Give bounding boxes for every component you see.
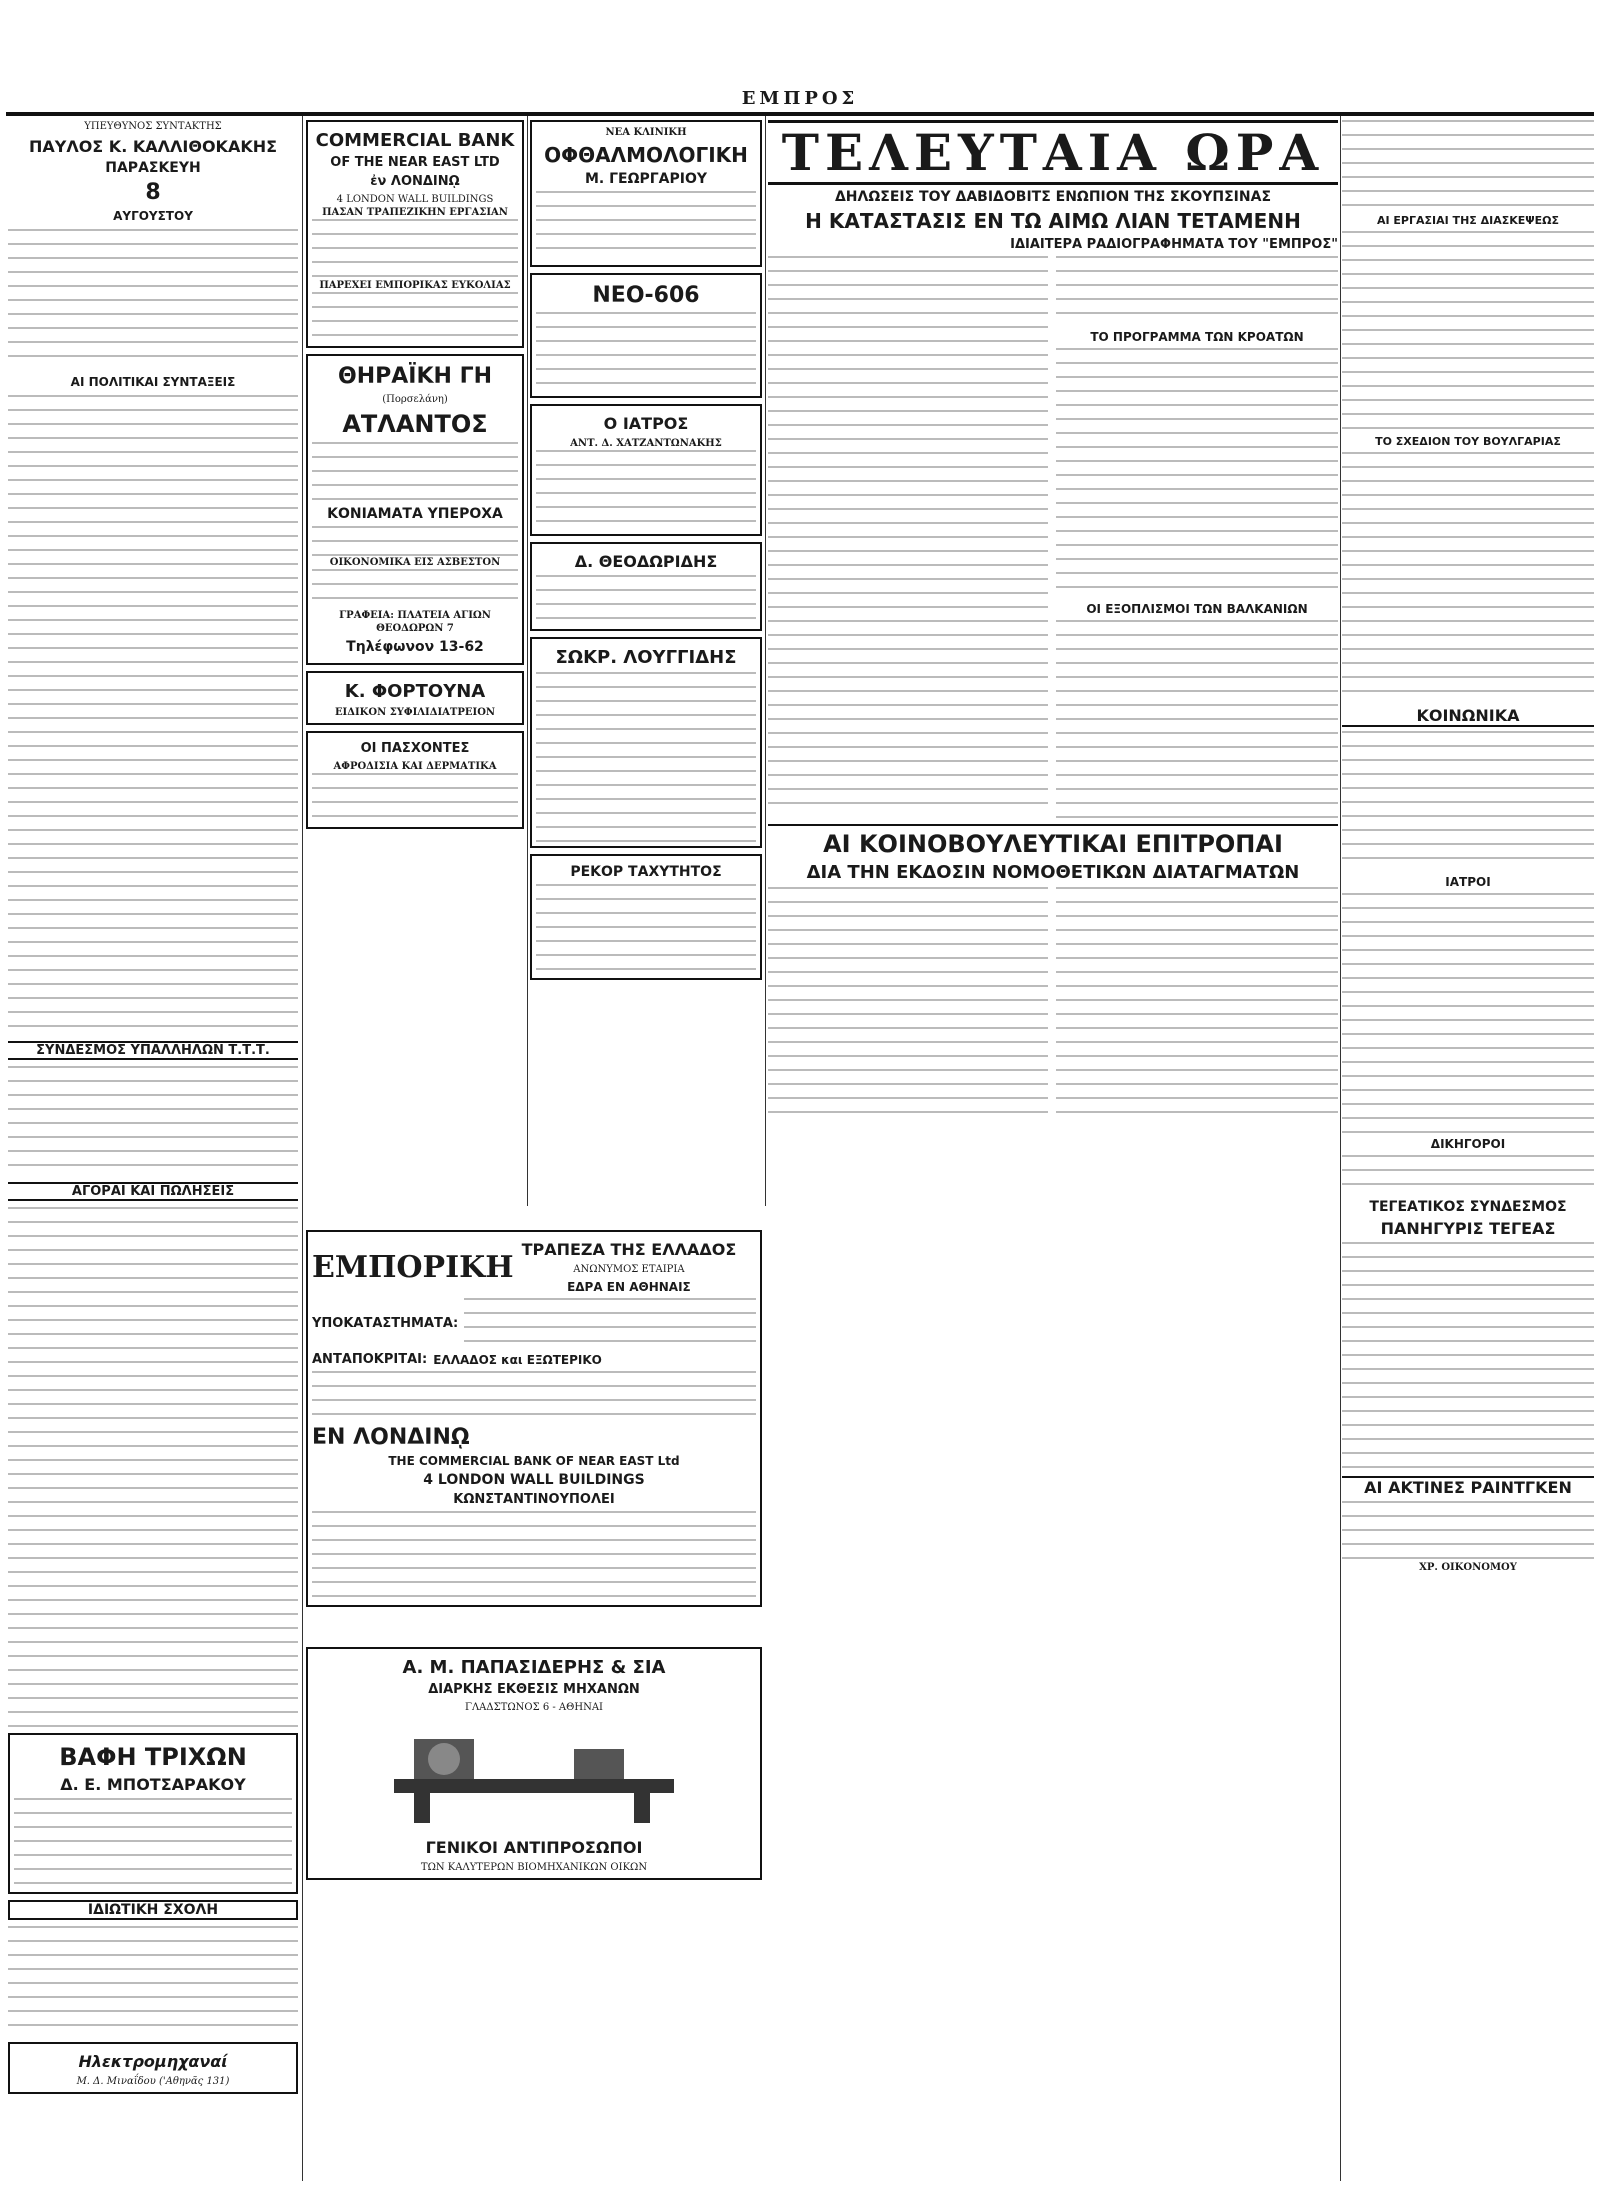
ad-title: ΒΑΦΗ ΤΡΙΧΩΝ (59, 1743, 247, 1771)
london-address: 4 LONDON WALL BUILDINGS (423, 1472, 645, 1488)
iatros-title: Ο ΙΑΤΡΟΣ (603, 414, 689, 433)
theodoridis-title: Δ. ΘΕΟΔΩΡΙΔΗΣ (574, 552, 718, 571)
bank-line: ΠΑΣΑΝ ΤΡΑΠΕΖΙΚΗΝ ΕΡΓΑΣΙΑΝ (322, 207, 508, 218)
section-croats: ΤΟ ΠΡΟΓΡΑΜΜΑ ΤΩΝ ΚΡΟΑΤΩΝ (1090, 330, 1304, 344)
article-text (1342, 1155, 1594, 1195)
thiraiki-ad (306, 354, 524, 665)
section-heading: ΑΙ ΠΟΛΙΤΙΚΑΙ ΣΥΝΤΑΞΕΙΣ (70, 375, 236, 389)
bank-address: 4 LONDON WALL BUILDINGS (336, 194, 494, 205)
constantinople: ΚΩΝΣΤΑΝΤΙΝΟΥΠΟΛΕΙ (453, 1492, 615, 1507)
papasideris-title: Α. Μ. ΠΑΠΑΣΙΔΕΡΗΣ & ΣΙΑ (402, 1657, 666, 1678)
koniamata: ΚΟΝΙΑΜΑΤΑ ΥΠΕΡΟΧΑ (327, 506, 503, 522)
article-text (1056, 620, 1338, 820)
tegea-title: ΤΕΓΕΑΤΙΚΟΣ ΣΥΝΔΕΣΜΟΣ (1369, 1199, 1567, 1215)
theodoridis-ad (530, 542, 762, 631)
lathe-icon (374, 1719, 694, 1829)
ad-text (312, 1511, 756, 1601)
masthead: ΕΜΠΡΟΣ (741, 88, 859, 109)
correspondents-label: ΑΝΤΑΠΟΚΡΙΤΑΙ: (312, 1352, 428, 1367)
article-text (1342, 452, 1594, 702)
headline-sub1: ΔΗΛΩΣΕΙΣ ΤΟΥ ΔΑΒΙΔΟΒΙΤΣ ΕΝΩΠΙΟΝ ΤΗΣ ΣΚΟΥΠΣΙΝΑΣ (834, 189, 1272, 205)
neo606-ad (530, 273, 762, 398)
ad-text (312, 773, 518, 823)
emporiki-bank-ad (306, 1230, 762, 1607)
issue-month: ΑΥΓΟΥΣΤΟΥ (113, 209, 193, 223)
ad-text (536, 672, 756, 842)
column-rule (1340, 116, 1341, 2181)
thiraiki-title: ΘΗΡΑΪΚΗ ΓΗ (338, 364, 492, 389)
branches-list (464, 1298, 756, 1348)
rekor-ad (530, 854, 762, 980)
ads-column-3 (530, 120, 762, 1210)
oikonomika: ΟΙΚΟΝΟΜΙΚΑ ΕΙΣ ΑΣΒΕΣΤΟΝ (329, 557, 501, 568)
article-text (768, 887, 1048, 1117)
main-headline: ΤΕΛΕΥΤΑΙΑ ΩΡΑ (768, 120, 1338, 185)
ad-text (536, 884, 756, 974)
bank-city: ἐν ΛΟΝΔΙΝῼ (370, 174, 460, 189)
papasideris-bottom: ΓΕΝΙΚΟΙ ΑΝΤΙΠΡΟΣΩΠΟΙ (425, 1838, 643, 1857)
atlas-title: ΑΤΛΑΝΤΟΣ (342, 410, 488, 438)
column-rule (765, 116, 766, 1206)
school-ad-text (8, 1926, 298, 2036)
bottom-ad-title: Ηλεκτρομηχαναί (78, 2052, 228, 2071)
rekor-title: ΡΕΚΟΡ ΤΑΧΥΤΗΤΟΣ (570, 864, 722, 880)
bottom-ad-sub: Μ. Δ. Μιναΐδου ('Αθηνᾶς 131) (76, 2076, 230, 2087)
bank-line2: ΠΑΡΕΧΕΙ ΕΜΠΟΡΙΚΑΣ ΕΥΚΟΛΙΑΣ (319, 280, 511, 291)
dikigoroi-heading: ΔΙΚΗΓΟΡΟΙ (1430, 1137, 1506, 1151)
article-text (1342, 1501, 1594, 1561)
grafeia: ΓΡΑΦΕΙΑ: ΠΛΑΤΕΙΑ ΑΓΙΩΝ ΘΕΟΔΩΡΩΝ 7 (339, 610, 491, 634)
fortouna-ad (306, 671, 524, 725)
right-column (1342, 120, 1594, 2180)
hair-dye-ad (8, 1733, 298, 1894)
bank-title: COMMERCIAL BANK (315, 130, 515, 151)
body-text-block (8, 1066, 298, 1176)
trapeza-sub: ΑΝΩΝΥΜΟΣ ΕΤΑΙΡΙΑ (573, 1264, 685, 1275)
committees-title: ΑΙ ΚΟΙΝΟΒΟΥΛΕΥΤΙΚΑΙ ΕΠΙΤΡΟΠΑΙ (768, 824, 1338, 858)
classifieds-block (8, 1207, 298, 1727)
xray-title: ΑΙ ΑΚΤΙΝΕΣ ΡΑΙΝΤΓΚΕΝ (1342, 1476, 1594, 1497)
paschontes-sub: ΑΦΡΟΔΙΣΙΑ ΚΑΙ ΔΕΡΜΑΤΙΚΑ (333, 761, 497, 772)
ad-text (536, 191, 756, 261)
clinic-ad (530, 120, 762, 267)
xray-signature: ΧΡ. ΟΙΚΟΝΟΜΟΥ (1419, 1562, 1517, 1573)
body-text-block (8, 229, 298, 369)
publisher-label: ΥΠΕΥΘΥΝΟΣ ΣΥΝΤΑΚΤΗΣ (84, 121, 222, 132)
school-ad-title: ΙΔΙΩΤΙΚΗ ΣΧΟΛΗ (8, 1900, 298, 1920)
section-talks: ΑΙ ΕΡΓΑΣΙΑΙ ΤΗΣ ΔΙΑΣΚΕΨΕΩΣ (1376, 214, 1560, 227)
main-news-column (768, 120, 1338, 2180)
loungidis-ad (530, 637, 762, 848)
iatroi-heading: ΙΑΤΡΟΙ (1445, 875, 1491, 889)
iatros-ad (530, 404, 762, 536)
bank-text (312, 219, 518, 279)
bottom-ad (8, 2042, 298, 2094)
ad-text (312, 1371, 756, 1421)
ad-text (536, 312, 756, 392)
phone: Τηλέφωνον 13-62 (346, 639, 484, 655)
article-text (1056, 348, 1338, 598)
headline-sub2: Η ΚΑΤΑΣΤΑΣΙΣ ΕΝ ΤΩ ΑΙΜΩ ΛΙΑΝ ΤΕΤΑΜΕΝΗ (805, 209, 1301, 233)
column-rule (527, 116, 528, 1206)
article-text (1342, 120, 1594, 210)
bank-text (312, 292, 518, 342)
article-text (1342, 893, 1594, 1133)
section-bulgaria: ΤΟ ΣΧΕΔΙΟΝ ΤΟΥ ΒΟΥΛΓΑΡΙΑΣ (1375, 435, 1561, 448)
ad-text (312, 569, 518, 609)
branches-label: ΥΠΟΚΑΤΑΣΤΗΜΑΤΑ: (312, 1315, 459, 1331)
article-text (1342, 1242, 1594, 1472)
machine-illustration (312, 1714, 756, 1834)
papasideris-address: ΓΛΑΔΣΤΩΝΟΣ 6 - ΑΘΗΝΑΙ (465, 1702, 603, 1713)
headline-sub3: ΙΔΙΑΙΤΕΡΑ ΡΑΔΙΟΓΡΑΦΗΜΑΤΑ ΤΟΥ "ΕΜΠΡΟΣ" (1010, 237, 1338, 252)
issue-date: 8 (145, 180, 161, 205)
committees-sub: ΔΙΑ ΤΗΝ ΕΚΔΟΣΙΝ ΝΟΜΟΘΕΤΙΚΩΝ ΔΙΑΤΑΓΜΑΤΩΝ (806, 862, 1300, 883)
london-label: ΕΝ ΛΟΝΔΙΝῼ (312, 1425, 470, 1450)
papasideris-bottom2: ΤΩΝ ΚΑΛΥΤΕΡΩΝ ΒΙΟΜΗΧΑΝΙΚΩΝ ΟΙΚΩΝ (420, 1862, 648, 1873)
neo606-title: ΝΕΟ-606 (592, 283, 700, 308)
ad-name: Δ. Ε. ΜΠΟΤΣΑΡΑΚΟΥ (60, 1775, 246, 1794)
bank-sub: OF THE NEAR EAST LTD (330, 155, 500, 170)
masthead-rule (6, 112, 1594, 116)
bottom-ads (306, 1230, 762, 2180)
article-text (1342, 731, 1594, 871)
publisher-name: ΠΑΥΛΟΣ Κ. ΚΑΛΛΙΘΟΚΑΚΗΣ (28, 137, 278, 156)
ad-text (312, 526, 518, 556)
section-heading: ΣΥΝΔΕΣΜΟΣ ΥΠΑΛΛΗΛΩΝ Τ.Τ.Τ. (8, 1041, 298, 1060)
iatros-sub: ΑΝΤ. Δ. ΧΑΤΖΑΝΤΩΝΑΚΗΣ (570, 438, 722, 449)
thiraiki-sub: (Πορσελάνη) (382, 394, 448, 405)
paschontes-ad (306, 731, 524, 829)
clinic-title: ΟΦΘΑΛΜΟΛΟΓΙΚΗ (544, 143, 748, 167)
ads-column-2 (306, 120, 524, 1210)
koinonika-heading: ΚΟΙΝΩΝΙΚΑ (1342, 706, 1594, 727)
commercial-bank-ad (306, 120, 524, 348)
ad-text (536, 575, 756, 625)
fortouna-title: Κ. ΦΟΡΤΟΥΝΑ (344, 681, 486, 702)
column-rule (302, 116, 303, 2181)
trapeza-seat: ΕΔΡΑ ΕΝ ΑΘΗΝΑΙΣ (567, 1280, 691, 1294)
london-bank: THE COMMERCIAL BANK OF NEAR EAST Ltd (388, 1454, 680, 1468)
section-balkans: ΟΙ ΕΞΟΠΛΙΣΜΟΙ ΤΩΝ ΒΑΛΚΑΝΙΩΝ (1086, 602, 1308, 616)
body-text-block (8, 395, 298, 1035)
trapeza-title: ΤΡΑΠΕΖΑ ΤΗΣ ΕΛΛΑΔΟΣ (521, 1240, 737, 1259)
ellados: ΕΛΛΑΔΟΣ και ΕΞΩΤΕΡΙΚΟ (433, 1352, 602, 1367)
issue-day: ΠΑΡΑΣΚΕΥΗ (105, 160, 201, 176)
article-text (1342, 231, 1594, 431)
paschontes-title: ΟΙ ΠΑΣΧΟΝΤΕΣ (360, 741, 470, 756)
section-heading: ΑΓΟΡΑΙ ΚΑΙ ΠΩΛΗΣΕΙΣ (8, 1182, 298, 1201)
article-text (768, 256, 1048, 816)
clinic-doctor: Μ. ΓΕΩΡΓΑΡΙΟΥ (584, 171, 708, 187)
tegea-sub: ΠΑΝΗΓΥΡΙΣ ΤΕΓΕΑΣ (1380, 1219, 1556, 1238)
article-text (1056, 887, 1338, 1117)
emporiki-title: ΕΜΠΟΡΙΚΗ (312, 1249, 514, 1285)
left-column (8, 120, 298, 2180)
ad-text (14, 1798, 292, 1888)
ad-text (312, 442, 518, 502)
loungidis-title: ΣΩΚΡ. ΛΟΥΓΓΙΔΗΣ (555, 647, 737, 668)
ad-text (536, 450, 756, 530)
clinic-top: ΝΕΑ ΚΛΙΝΙΚΗ (605, 127, 687, 138)
papasideris-ad (306, 1647, 762, 1880)
article-text (1056, 256, 1338, 326)
papasideris-sub: ΔΙΑΡΚΗΣ ΕΚΘΕΣΙΣ ΜΗΧΑΝΩΝ (428, 1682, 640, 1697)
fortouna-sub: ΕΙΔΙΚΟΝ ΣΥΦΙΛΙΔΙΑΤΡΕΙΟΝ (334, 707, 496, 718)
